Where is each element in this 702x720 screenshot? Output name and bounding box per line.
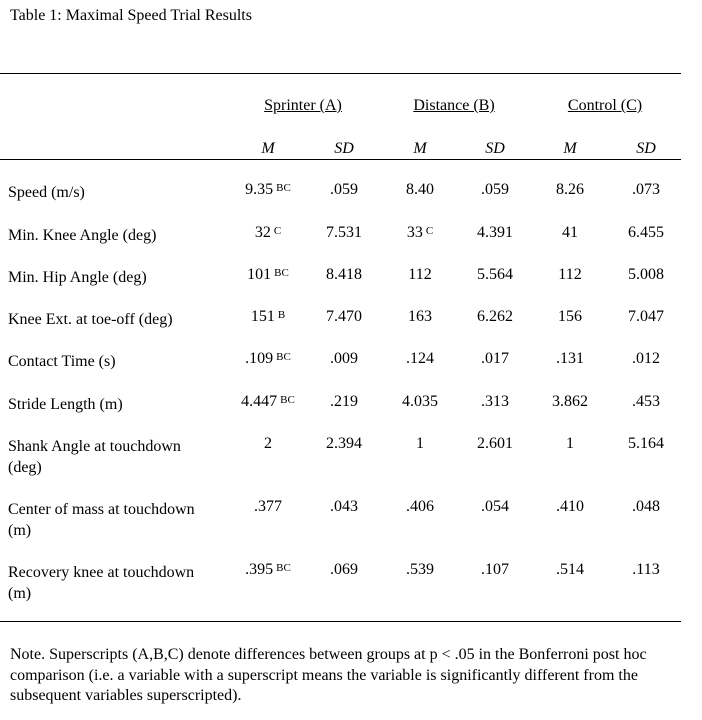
cell-value: 156 [558,308,582,325]
significance-superscript: BC [276,182,291,194]
cell-sd-a [326,266,362,284]
cell-sd-c [632,350,660,368]
cell-value: 8.418 [326,266,362,283]
cell-value: 5.564 [477,266,513,283]
row-label: Stride Length (m) [8,396,123,413]
cell-value: 4.391 [477,224,513,241]
cell-sd-c [632,561,659,579]
cell-mean-b [406,498,434,516]
header-rule [0,159,681,160]
cell-value: 8.26 [556,181,584,198]
table-note: Note. Superscripts (A,B,C) denote differences between groups at p < .05 in the Bonferroni post hoc comparison (i.e. a variable with a superscript means the variable is significantly different from the subsequent variables superscripted). [10,646,647,704]
cell-mean-c [556,350,584,368]
cell-value: 33 [406,224,423,241]
cell-mean-b [408,266,431,284]
cell-sd-a [330,498,358,516]
cell-sd-c [628,266,664,284]
cell-sd-b [477,435,513,453]
cell-value: 5.164 [628,435,664,452]
cell-value: 3.862 [552,393,588,410]
cell-value: .124 [406,350,434,367]
cell-value: .054 [481,498,509,515]
cell-sd-b [481,498,509,516]
subheader-mean-c: M [563,140,577,157]
cell-sd-c [632,498,660,516]
cell-value: 1 [566,435,574,452]
cell-value: 101 [247,266,272,283]
cell-sd-c [632,393,660,411]
cell-value: 2 [264,435,272,452]
cell-sd-a [326,224,362,242]
cell-value: .109 [245,350,274,367]
cell-mean-b [406,181,434,199]
cell-value: 6.455 [628,224,664,241]
group-header-sprinter: Sprinter (A) [264,97,342,114]
cell-value: .073 [632,181,660,198]
cell-sd-a [326,308,362,326]
row-label: Center of mass at touchdown (m) [8,501,195,539]
cell-value: 5.008 [628,266,664,283]
cell-sd-a [326,435,362,453]
cell-sd-a [330,181,358,199]
cell-mean-a [245,181,291,199]
significance-superscript: C [273,225,282,237]
cell-sd-b [481,350,509,368]
cell-value: .539 [406,561,434,578]
cell-value: .313 [481,393,509,410]
cell-value: 4.035 [402,393,438,410]
cell-mean-a [254,498,282,516]
cell-value: .043 [330,498,358,515]
subheader-mean-a: M [261,140,275,157]
cell-value: 32 [254,224,271,241]
cell-value: 7.047 [628,308,664,325]
cell-value: .012 [632,350,660,367]
cell-value: .131 [556,350,584,367]
cell-mean-a [245,561,291,579]
cell-mean-a [247,266,289,284]
cell-mean-b [406,561,434,579]
cell-sd-a [330,393,358,411]
bottom-rule [0,621,681,622]
cell-sd-c [628,308,664,326]
cell-value: 7.531 [326,224,362,241]
cell-mean-c [552,393,588,411]
significance-superscript: BC [276,562,291,574]
subheader-sd-a: SD [334,140,354,157]
subheader-sd-c: SD [636,140,656,157]
cell-value: 7.470 [326,308,362,325]
cell-mean-a [251,308,285,326]
significance-superscript: BC [276,351,291,363]
row-label: Min. Hip Angle (deg) [8,269,147,286]
cell-value: .219 [330,393,358,410]
row-label: Shank Angle at touchdown (deg) [8,438,181,476]
cell-mean-c [562,224,578,242]
cell-mean-b [416,435,424,453]
cell-mean-b [407,224,433,242]
cell-value: 163 [408,308,432,325]
table-title: Table 1: Maximal Speed Trial Results [10,7,252,24]
cell-value: .395 [245,561,274,578]
cell-value: .009 [330,350,358,367]
cell-sd-b [481,393,509,411]
cell-sd-b [477,308,513,326]
cell-value: 2.601 [477,435,513,452]
cell-value: 9.35 [245,181,274,198]
significance-superscript: B [277,309,286,321]
cell-sd-b [477,266,513,284]
cell-value: 112 [408,266,432,283]
group-header-control: Control (C) [567,97,643,114]
cell-mean-a [241,393,295,411]
cell-sd-b [481,561,509,579]
cell-mean-c [558,308,582,326]
cell-sd-b [477,224,513,242]
cell-sd-a [330,561,358,579]
cell-mean-c [566,435,574,453]
cell-mean-c [558,266,581,284]
cell-value: .406 [406,498,434,515]
cell-mean-a [255,224,281,242]
cell-value: 2.394 [326,435,362,452]
cell-value: .514 [556,561,584,578]
cell-sd-c [628,435,664,453]
cell-value: 41 [562,224,578,241]
cell-value: .017 [481,350,509,367]
cell-mean-a [264,435,272,453]
row-label: Speed (m/s) [8,184,85,201]
cell-mean-b [402,393,438,411]
cell-value: 112 [558,266,582,283]
row-label: Min. Knee Angle (deg) [8,227,157,244]
subheader-mean-b: M [413,140,427,157]
cell-sd-c [632,181,660,199]
row-label: Recovery knee at touchdown (m) [8,564,195,602]
row-label: Contact Time (s) [8,353,116,370]
cell-value: .059 [330,181,358,198]
cell-value: .048 [632,498,660,515]
top-rule [0,73,681,74]
cell-value: .107 [481,561,509,578]
significance-superscript: BC [280,394,295,406]
significance-superscript: BC [274,267,289,279]
cell-mean-b [408,308,432,326]
cell-sd-a [330,350,358,368]
cell-value: 4.447 [241,393,278,410]
cell-value: 151 [250,308,275,325]
cell-value: 1 [416,435,424,452]
cell-value: .069 [330,561,358,578]
cell-value: .377 [254,498,282,515]
cell-mean-c [556,561,584,579]
cell-value: 8.40 [406,181,434,198]
cell-value: 6.262 [477,308,513,325]
cell-sd-b [481,181,509,199]
cell-value: .113 [632,561,660,578]
subheader-sd-b: SD [485,140,505,157]
cell-mean-b [406,350,434,368]
group-header-distance: Distance (B) [413,97,495,114]
cell-mean-a [245,350,291,368]
cell-value: .410 [556,498,584,515]
row-label: Knee Ext. at toe-off (deg) [8,311,173,328]
cell-mean-c [556,498,584,516]
cell-value: .059 [481,181,509,198]
significance-superscript: C [425,225,434,237]
cell-value: .453 [632,393,660,410]
cell-mean-c [556,181,584,199]
cell-sd-c [628,224,664,242]
